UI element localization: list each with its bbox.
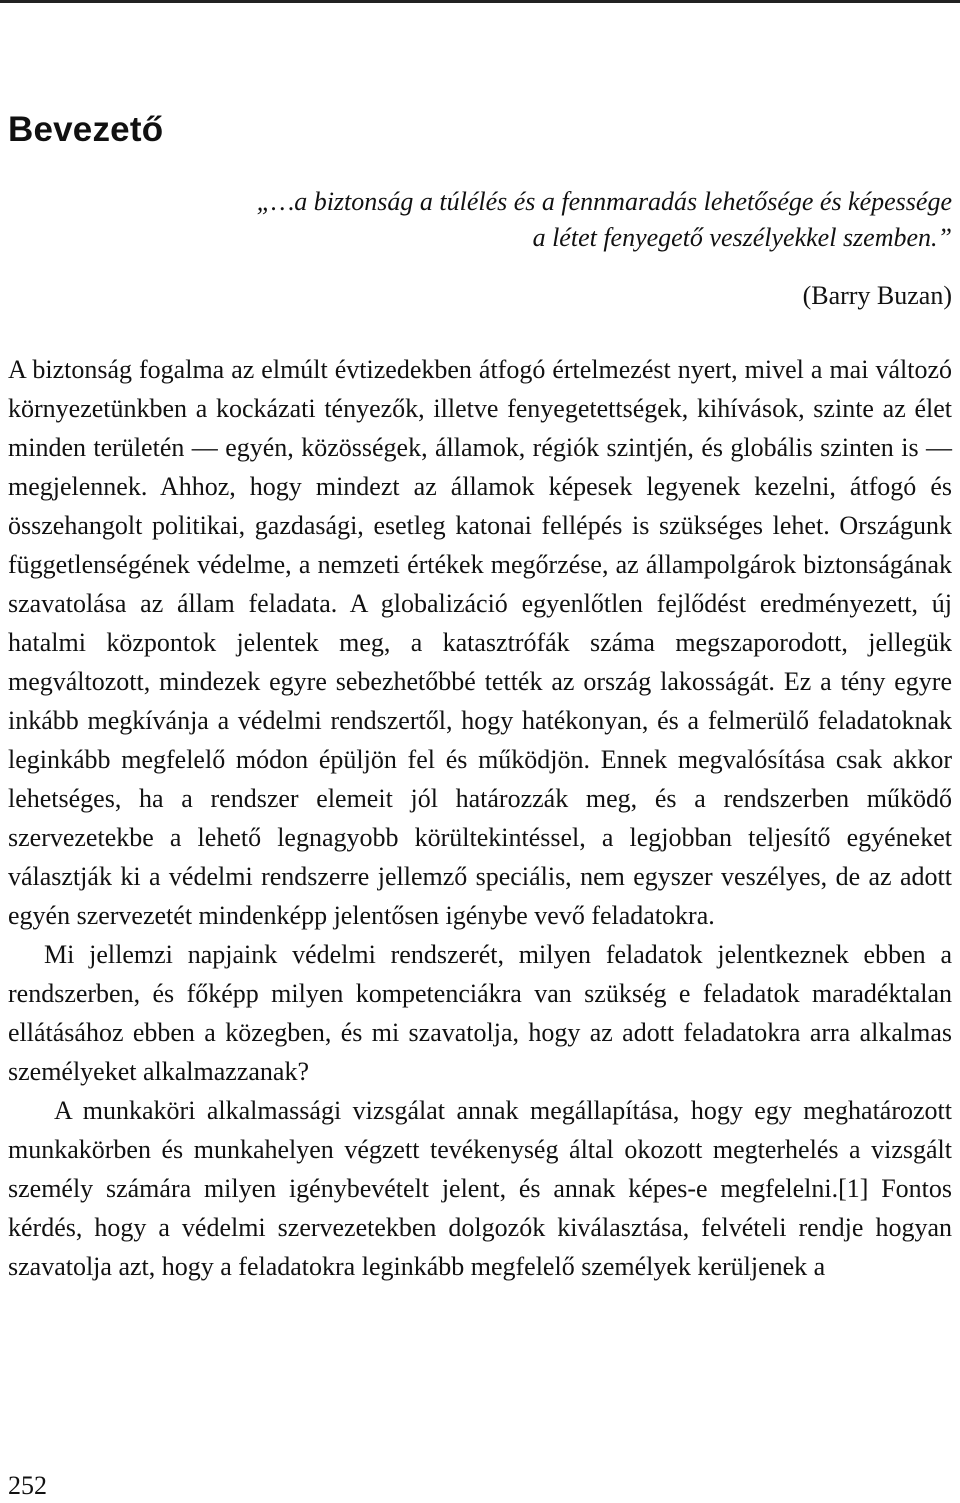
page-number: 252 [8,1471,47,1500]
section-heading: Bevezető [8,110,164,149]
body-text [8,350,952,1286]
epigraph-line-1: „…a biztonság a túlélés és a fennmaradás lehetősége és képessége [256,187,952,216]
paragraph-2: Mi jellemzi napjaink védelmi rendszerét, milyen feladatok jelentkeznek ebben a rendszerben, és főképp milyen kompetenciákra van szükség e feladatok maradéktalan ellátásához ebben a közegben, és mi szavatolja, hogy az adott feladatokra arra alkalmas személyeket alkalmazzanak? [8,940,952,1086]
epigraph-attribution: (Barry Buzan) [802,281,952,310]
epigraph-line-2: a létet fenyegető veszélyekkel szemben.” [532,223,952,252]
top-rule [0,0,960,3]
paragraph-1: A biztonság fogalma az elmúlt évtizedekben átfogó értelmezést nyert, mivel a mai változó környezetünkben a kockázati tényezők, illetve fenyegetettségek, kihívások, szinte az élet minden területén ― egyén, közösségek, államok, régiók szintjén, és globális szinten is ― megjelennek. Ahhoz, hogy mindezt az államok képesek legyenek kezelni, átfogó és összehangolt politikai, gazdasági, esetleg katonai fellépés is szükséges lehet. Országunk függetlenségének védelme, a nemzeti értékek megőrzése, az állampolgárok biztonságának szavatolása az állam feladata. A globalizáció egyenlőtlen fejlődést eredményezett, új hatalmi központok jelentek meg, a katasztrófák száma megszaporodott, jellegük megváltozott, mindezek egyre sebezhetőbbé tették az ország lakosságát. Ez a tény egyre inkább megkívánja a védelmi rendszertől, hogy hatékonyan, és a felmerülő feladatoknak leginkább megfelelő módon épüljön fel és működjön. Ennek megvalósítása csak akkor lehetséges, ha a rendszer elemeit jól határozzák meg, és a rendszerben működő szervezetekbe a lehető legnagyobb körültekintéssel, a legjobban teljesítő egyéneket választják ki a védelmi rendszerre jellemző speciális, nem egyszer veszélyes, de az adott egyén szervezetét mindenképp jelentősen igénybe vevő feladatokra. [8,355,952,930]
epigraph-quote [152,184,952,256]
paragraph-3: A munkaköri alkalmassági vizsgálat annak megállapítása, hogy egy meghatározott munkakörben és munkahelyen végzett tevékenység által okozott megterhelés a vizsgált személy számára milyen igénybevételt jelent, és annak képes-e megfelelni.[1] Fontos kérdés, hogy a védelmi szervezetekben dolgozók kiválasztása, felvételi rendje hogyan szavatolja azt, hogy a feladatokra leginkább megfelelő személyek kerüljenek a [8,1096,952,1281]
